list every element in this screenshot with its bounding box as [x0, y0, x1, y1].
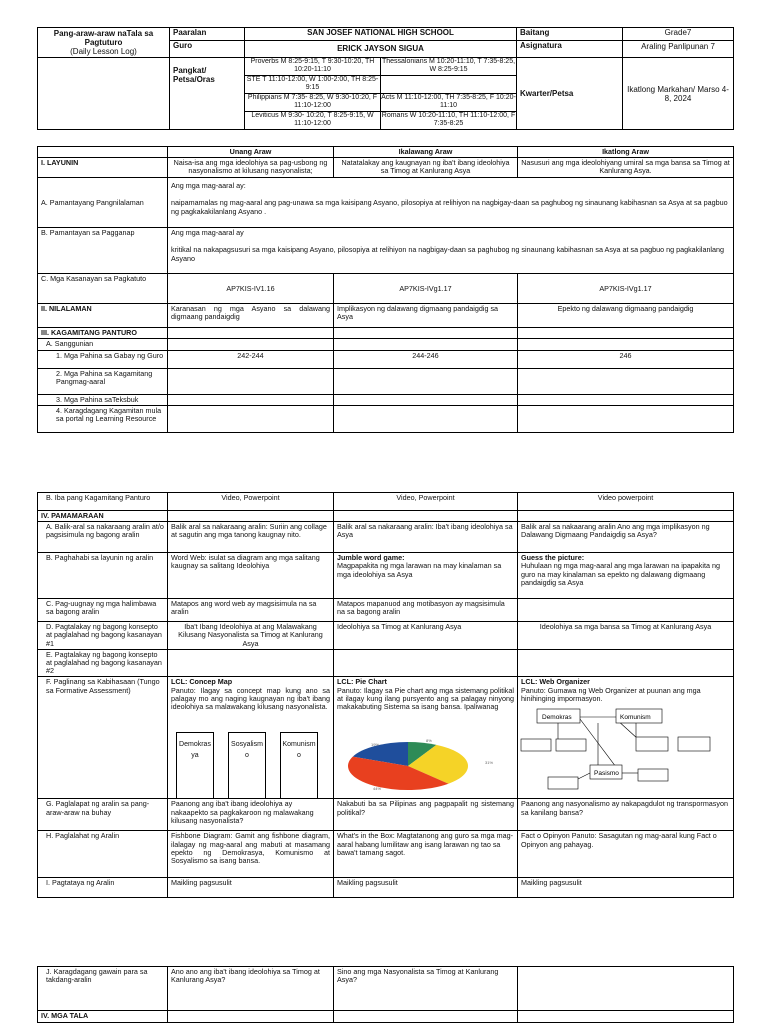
schedule-philippians: Philippians M 7:35- 8:25, W 9:30-10:20, F 11:10-12:00 [245, 93, 380, 111]
karagdagang-blank-2 [334, 405, 518, 432]
gabay-day3: 246 [518, 350, 734, 368]
day-3-header: Ikatlong Araw [518, 147, 734, 158]
pie-label-31: 31% [485, 760, 494, 766]
step-e-blank-3 [518, 649, 734, 677]
pangnilalaman-line1: Ang mga mag-aaral ay: [171, 181, 246, 191]
concept-map-komunismo: Komunism o [280, 732, 318, 799]
step-f-day2-text: Panuto: Ilagay sa Pie chart ang mga sistemang politikal at ilagay kung ilang pursyento ang sa palagay ninyong makakabuting Sistema sa isang bansa. Ipaliwanag [337, 685, 514, 712]
lesson-table-part2 [37, 492, 734, 898]
nilalaman-day1: Karanasan ng mga Asyano sa dalawang digmaang pandaigdig [168, 304, 334, 328]
sanggunian-blank-3 [518, 339, 734, 350]
web-demokras: Demokras [542, 714, 572, 722]
iba-day3: Video powerpoint [518, 493, 734, 511]
step-i-day3: Maikling pagsusulit [518, 878, 734, 898]
step-b-day2-text: Magpapakita ng mga larawan na may kinalaman sa mga ideolohiya sa Asya [337, 561, 502, 579]
step-a-day1: Balik aral sa nakaraang aralin: Suriin ang collage at sagutin ang mga tanong kaugnay nito. [168, 522, 334, 553]
step-h-day1: Fishbone Diagram: Gamit ang fishbone diagram, ilalagay ng mag-aaral ang mabuti at masamang epekto ng Demokrasya, Komunismo at Sosyalismo sa isang bansa. [168, 831, 334, 878]
pagganap-line1: Ang mga mag-aaral ay [171, 228, 244, 238]
pamantayang-pangnilalaman-content [168, 178, 734, 228]
karagdagang-blank-1 [168, 405, 334, 432]
step-b-day1: Word Web: isulat sa diagram ang mga salitang kaugnay sa salitang Ideolohiya [168, 553, 334, 599]
kagamitan-blank-2 [334, 328, 518, 339]
kasanayan-label: C. Mga Kasanayan sa Pagkatuto [38, 274, 168, 304]
karagdagang-blank-3 [518, 405, 734, 432]
schedule-right [381, 58, 517, 130]
pamantayang-pangnilalaman-label: A. Pamantayang Pangnilalaman [38, 178, 168, 228]
doc-title: Pang-araw-araw naTala sa Pagtuturo [53, 29, 154, 47]
iba-day2: Video, Powerpoint [334, 493, 518, 511]
kagamitan-blank-3 [518, 328, 734, 339]
teksbuk-blank-2 [334, 394, 518, 405]
pamantayan-pagganap-label: B. Pamantayan sa Pagganap [38, 228, 168, 274]
nilalaman-day3: Epekto ng dalawang digmaang pandaigdig [518, 304, 734, 328]
step-j-day2: Sino ang mga Nasyonalista sa Timog at Kanlurang Asya? [334, 967, 518, 1011]
kagamitan-label: III. KAGAMITANG PANTURO [38, 328, 168, 339]
pangnilalaman-line2: naipamamalas ng mag-aaral ang pag-unawa sa mga kaisipang Asyano, pilosopiya at relihiyon na nagbigay-daan sa paghubog ng sinaunang kabihasnan sa Asya at sa pagbuo ng pagkakakilanlang Asyano . [171, 198, 728, 216]
asignatura-label: Asignatura [517, 40, 623, 57]
pie-label-19: 19% [371, 742, 380, 748]
schedule-romans: Romans W 10:20-11:10, TH 11:10-12:00, F 7:35-8:25 [381, 111, 516, 129]
schedule-left [245, 58, 381, 130]
days-blank [38, 147, 168, 158]
kwarter-value: Ikatlong Markahan/ Marso 4-8, 2024 [623, 58, 734, 130]
pamantayan-pagganap-content [168, 228, 734, 274]
step-d-label: D. Pagtalakay ng bagong konsepto at paglalahad ng bagong kasanayan #1 [38, 622, 168, 650]
kasanayan-day1: AP7KIS-IV1.16 [168, 274, 334, 304]
step-g-label: G. Paglalapat ng aralin sa pang-araw-araw na buhay [38, 799, 168, 831]
step-b-day3-text: Huhulaan ng mga mag-aaral ang mga larawan na ipapakita ng guro na may kinalaman sa epekto ng dalawang digmaang pandaigdig sa Asya [521, 561, 720, 587]
step-g-day3: Paanong ang nasyonalismo ay nakapagdulot ng transpormasyon sa kanilang bansa? [518, 799, 734, 831]
concept-map-demokrasya: Demokras ya [176, 732, 214, 799]
step-d-day2: Ideolohiya sa Timog at Kanlurang Asya [334, 622, 518, 650]
baitang-label: Baitang [517, 28, 623, 41]
sanggunian-label: A. Sanggunian [38, 339, 168, 350]
schedule-ste: STE T 11:10-12:00, W 1:00-2:00, TH 8:25-9:15 [245, 75, 380, 93]
baitang-value: Grade7 [623, 28, 734, 41]
schedule-thessalonians: Thessalonians M 10:20-11:10, T 7:35-8:25, W 8:25-9:15 [381, 58, 516, 73]
day-1-header: Unang Araw [168, 147, 334, 158]
header-blank [38, 58, 170, 130]
web-organizer [518, 707, 728, 797]
step-j-day3 [518, 967, 734, 1011]
doc-title-cell [38, 28, 170, 58]
step-j-day1: Ano ano ang iba't ibang ideolohiya sa Timog at Kanlurang Asya? [168, 967, 334, 1011]
step-f-day1-title: LCL: Concep Map [171, 677, 233, 687]
kagamitang-pangmag-aaral-label: 2. Mga Pahina sa Kagamitang Pangmag-aaral [38, 368, 168, 394]
pagganap-line2: kritikal na nakapagsusuri sa mga kaisipang Asyano, pilosopiya at relihiyon na nagbigay-daan sa paghubog ng sinaunang kabihasnan sa Asya at sa pagbuo ng pagkakilanlang Asyano [171, 245, 725, 263]
pamamaraan-label: IV. PAMAMARAAN [38, 511, 168, 522]
step-f-day1-text: Panuto: Ilagay sa concept map kung ano sa palagay mo ang naging kaugnayan ng iba't ibang ideolohiya sa malawakang kilusang nasyonalista. [171, 685, 330, 712]
teksbuk-label: 3. Mga Pahina saTeksbuk [38, 394, 168, 405]
step-b-day2 [334, 553, 518, 599]
web-komunism: Komunism [620, 714, 651, 722]
paaralan-label: Paaralan [170, 28, 245, 41]
pamamaraan-blank-3 [518, 511, 734, 522]
web-pasismo: Pasismo [594, 770, 619, 778]
gabay-day1: 242-244 [168, 350, 334, 368]
pangkat-label: Pangkat/ Petsa/Oras [170, 58, 245, 130]
step-c-day2: Matapos mapanuod ang motibasyon ay magsisimula na sa bagong aralin [334, 599, 518, 622]
pamamaraan-blank-2 [334, 511, 518, 522]
karagdagang-kagamitan-label: 4. Karagdagang Kagamitan mula sa portal ng Learning Resource [38, 405, 168, 432]
schedule-acts: Acts M 11:10-12:00, TH 7:35-8:25, F 10:20-11:10 [381, 93, 516, 111]
step-c-day1: Matapos ang word web ay magsisimula na sa aralin [168, 599, 334, 622]
iba-kagamitan-label: B. Iba pang Kagamitang Panturo [38, 493, 168, 511]
step-h-day2: What's in the Box: Magtatanong ang guro sa mga mag-aaral habang lumilitaw ang isang larawan ng tao sa bawa't tamang sagot. [334, 831, 518, 878]
step-i-day2: Maikling pagsusulit [334, 878, 518, 898]
guro-value: ERICK JAYSON SIGUA [245, 40, 517, 57]
lesson-table-part1 [37, 146, 734, 433]
kasanayan-day2: AP7KIS-IVg1.17 [334, 274, 518, 304]
pie-chart [338, 734, 514, 796]
pie-label-8: 8% [426, 738, 432, 744]
step-j-label: J. Karagdagang gawain para sa takdang-aralin [38, 967, 168, 1011]
step-b-day3 [518, 553, 734, 599]
mga-tala-label: IV. MGA TALA [38, 1011, 168, 1023]
step-g-day1: Paanong ang iba't ibang ideolohiya ay nakaapekto sa pagkakaroon ng malawakang kilusang nasyonalista? [168, 799, 334, 831]
step-c-label: C. Pag-uugnay ng mga halimbawa sa bagong aralin [38, 599, 168, 622]
step-b-label: B. Paghahabi sa layunin ng aralin [38, 553, 168, 599]
layunin-day1: Naisa-isa ang mga ideolohiya sa pag-usbong ng nasyonalismo at kilusang nasyonalista; [168, 158, 334, 178]
paaralan-value: SAN JOSEF NATIONAL HIGH SCHOOL [245, 28, 517, 41]
step-f-day3 [518, 677, 734, 799]
iba-day1: Video, Powerpoint [168, 493, 334, 511]
step-f-day1 [168, 677, 334, 799]
step-h-label: H. Paglalahat ng Aralin [38, 831, 168, 878]
step-b-day2-title: Jumble word game: [337, 553, 405, 563]
guro-label: Guro [170, 40, 245, 57]
day-2-header: Ikalawang Araw [334, 147, 518, 158]
step-b-day3-title: Guess the picture: [521, 553, 585, 563]
gabay-label: 1. Mga Pahina sa Gabay ng Guro [38, 350, 168, 368]
mga-tala-blank-2 [334, 1011, 518, 1023]
pie-slices [348, 742, 468, 790]
sanggunian-blank-2 [334, 339, 518, 350]
step-e-blank-2 [334, 649, 518, 677]
step-h-day3: Fact o Opinyon Panuto: Sasagutan ng mag-aaral kung Fact o Opinyon ang pahayag. [518, 831, 734, 878]
schedule-proverbs: Proverbs M 8:25-9:15, T 9:30-10:20, TH 10:20-11:10 [250, 58, 375, 73]
step-i-label: I. Pagtataya ng Aralin [38, 878, 168, 898]
kagamitang-blank-2 [334, 368, 518, 394]
concept-map-sosyalismo: Sosyalism o [228, 732, 266, 799]
step-a-day3: Balik aral sa nakaarang aralin Ano ang mga implikasyon ng Dalawang Digmaang Pandaigdig sa Asya? [518, 522, 734, 553]
nilalaman-day2: Implikasyon ng dalawang digmaang pandaigdig sa Asya [334, 304, 518, 328]
layunin-day2: Natatalakay ang kaugnayan ng iba't ibang ideolohiya sa Timog at Kanlurang Asya [334, 158, 518, 178]
mga-tala-blank-1 [168, 1011, 334, 1023]
gabay-day2: 244-246 [334, 350, 518, 368]
kagamitang-blank-3 [518, 368, 734, 394]
mga-tala-blank-3 [518, 1011, 734, 1023]
kwarter-label: Kwarter/Petsa [517, 58, 623, 130]
pie-label-44: 44% [373, 786, 382, 792]
sanggunian-blank-1 [168, 339, 334, 350]
layunin-label: I. LAYUNIN [38, 158, 168, 178]
step-f-day2 [334, 677, 518, 799]
teksbuk-blank-3 [518, 394, 734, 405]
step-g-day2: Nakabuti ba sa Pilipinas ang pagpapalit ng sistemang politikal? [334, 799, 518, 831]
schedule-blank [381, 75, 516, 93]
lesson-table-part3 [37, 966, 734, 1023]
step-f-label: F. Paglinang sa Kabihasaan (Tungo sa Formative Assessment) [38, 677, 168, 799]
nilalaman-label: II. NILALAMAN [38, 304, 168, 328]
asignatura-value: Araling Panlipunan 7 [623, 40, 734, 57]
step-e-blank-1 [168, 649, 334, 677]
step-f-day3-title: LCL: Web Organizer [521, 677, 590, 687]
step-c-day3 [518, 599, 734, 622]
step-e-label: E. Pagtalakay ng bagong konsepto at paglalahad ng bagong kasanayan #2 [38, 649, 168, 677]
step-i-day1: Maikling pagsusulit [168, 878, 334, 898]
schedule-leviticus: Leviticus M 9:30- 10:20, T 8:25-9:15, W 11:10-12:00 [245, 111, 380, 129]
step-d-day3: Ideolohiya sa mga bansa sa Timog at Kanlurang Asya [518, 622, 734, 650]
header-table [37, 27, 734, 130]
step-a-day2: Balik aral sa nakaraang aralin: Iba't ibang ideolohiya sa Asya [334, 522, 518, 553]
kasanayan-day3: AP7KIS-IVg1.17 [518, 274, 734, 304]
step-d-day1: Iba't Ibang Ideolohiya at ang Malawakang Kilusang Nasyonalista sa Timog at Kanlurang Asya [168, 622, 334, 650]
layunin-day3: Nasusuri ang mga ideolohiyang umiral sa mga bansa sa Timog at Kanlurang Asya. [518, 158, 734, 178]
step-f-day2-title: LCL: Pie Chart [337, 677, 387, 687]
teksbuk-blank-1 [168, 394, 334, 405]
step-f-day3-text: Panuto: Gumawa ng Web Organizer at puunan ang mga hinihinging impormasyon. [521, 685, 701, 703]
kagamitang-blank-1 [168, 368, 334, 394]
doc-subtitle: (Daily Lesson Log) [70, 47, 137, 56]
step-a-label: A. Balik-aral sa nakaraang aralin at/o pagsisimula ng bagong aralin [38, 522, 168, 553]
kagamitan-blank-1 [168, 328, 334, 339]
pamamaraan-blank-1 [168, 511, 334, 522]
